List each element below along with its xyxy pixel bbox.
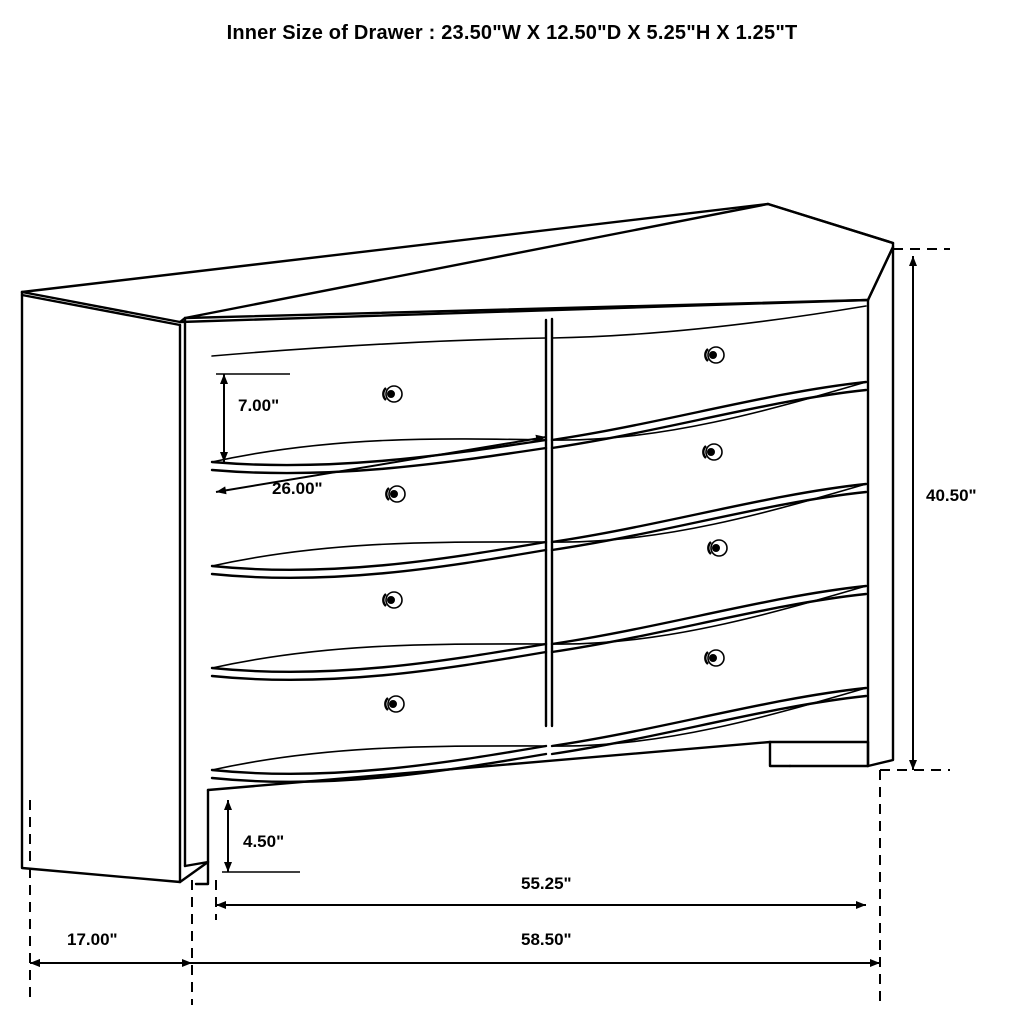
dimension-label-case-width: 55.25"	[521, 874, 572, 893]
dimension-label-overall-height: 40.50"	[926, 486, 977, 505]
dimension-lines	[30, 249, 950, 1005]
page-title: Inner Size of Drawer : 23.50"W X 12.50"D X 5.25"H X 1.25"T	[226, 22, 798, 44]
dimension-label-overall-width: 58.50"	[521, 930, 572, 949]
dimension-label-drawer-height: 7.00"	[238, 396, 280, 415]
dimension-label-leg-height: 4.50"	[243, 832, 285, 851]
drawer-knobs	[383, 347, 727, 712]
dimension-label-drawer-width: 26.00"	[272, 479, 323, 498]
cabinet-body	[22, 204, 893, 884]
dimension-label-depth: 17.00"	[67, 930, 118, 949]
